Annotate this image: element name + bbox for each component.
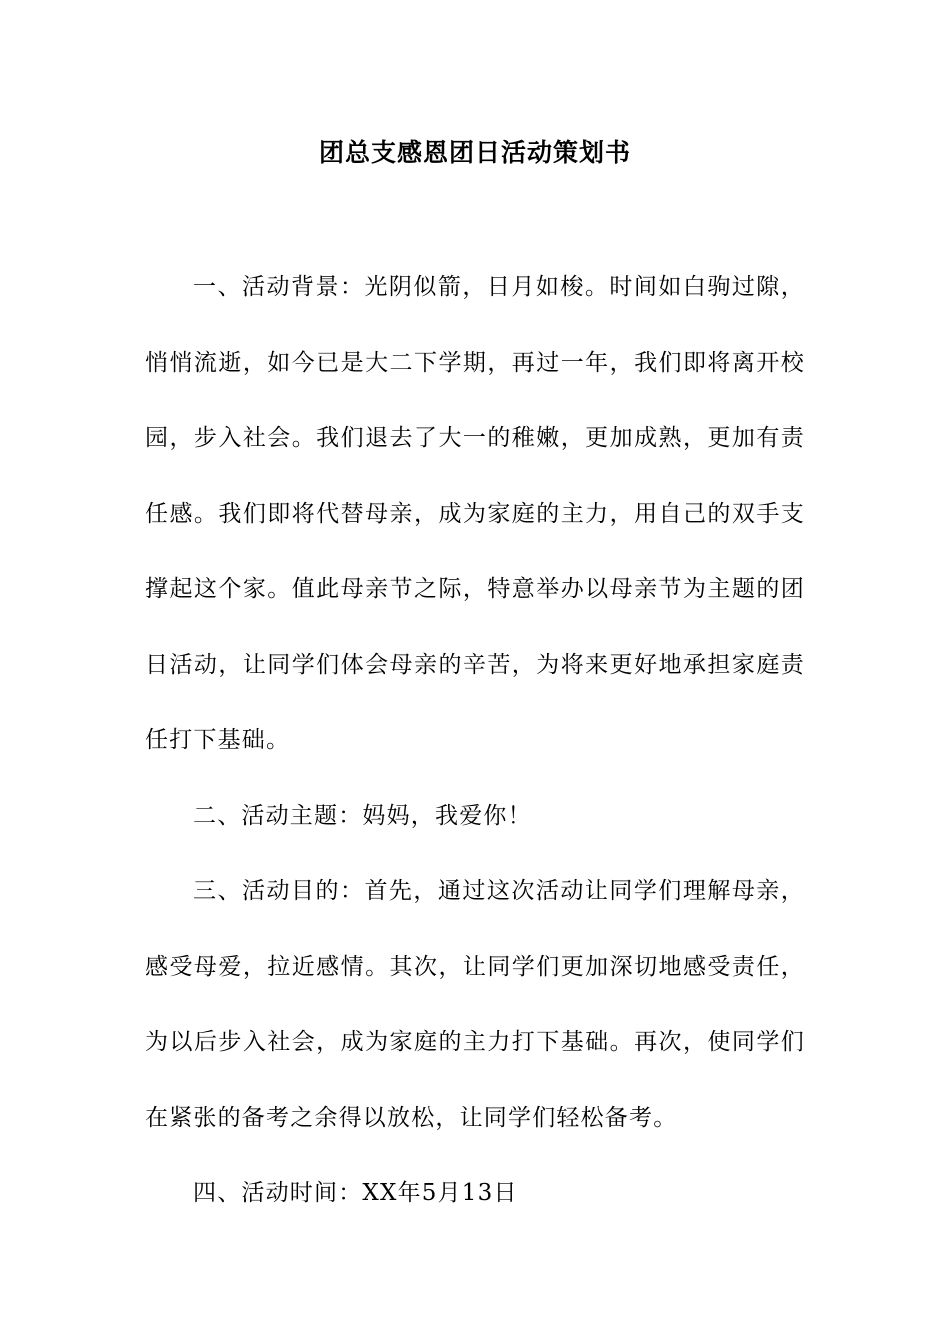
paragraph-purpose: 三、活动目的：首先，通过这次活动让同学们理解母亲，感受母爱，拉近感情。其次，让同学们更加深切地感受责任，为以后步入社会，成为家庭的主力打下基础。再次，使同学们在紧张的备考之余得以放松，让同学们轻松备考。: [145, 878, 805, 1131]
paragraph-background: 一、活动背景：光阴似箭，日月如梭。时间如白驹过隙，悄悄流逝，如今已是大二下学期，再过一年，我们即将离开校园，步入社会。我们退去了大一的稚嫩，更加成熟，更加有责任感。我们即将代替母亲，成为家庭的主力，用自己的双手支撑起这个家。值此母亲节之际，特意举办以母亲节为主题的团日活动，让同学们体会母亲的辛苦，为将来更好地承担家庭责任打下基础。: [145, 274, 805, 753]
document-body: [145, 250, 805, 1232]
document-title: 团总支感恩团日活动策划书: [318, 138, 631, 167]
paragraph-theme: 二、活动主题：妈妈，我爱你！: [193, 802, 532, 829]
paragraph-time: 四、活动时间：XX年5月13日: [193, 1180, 518, 1206]
